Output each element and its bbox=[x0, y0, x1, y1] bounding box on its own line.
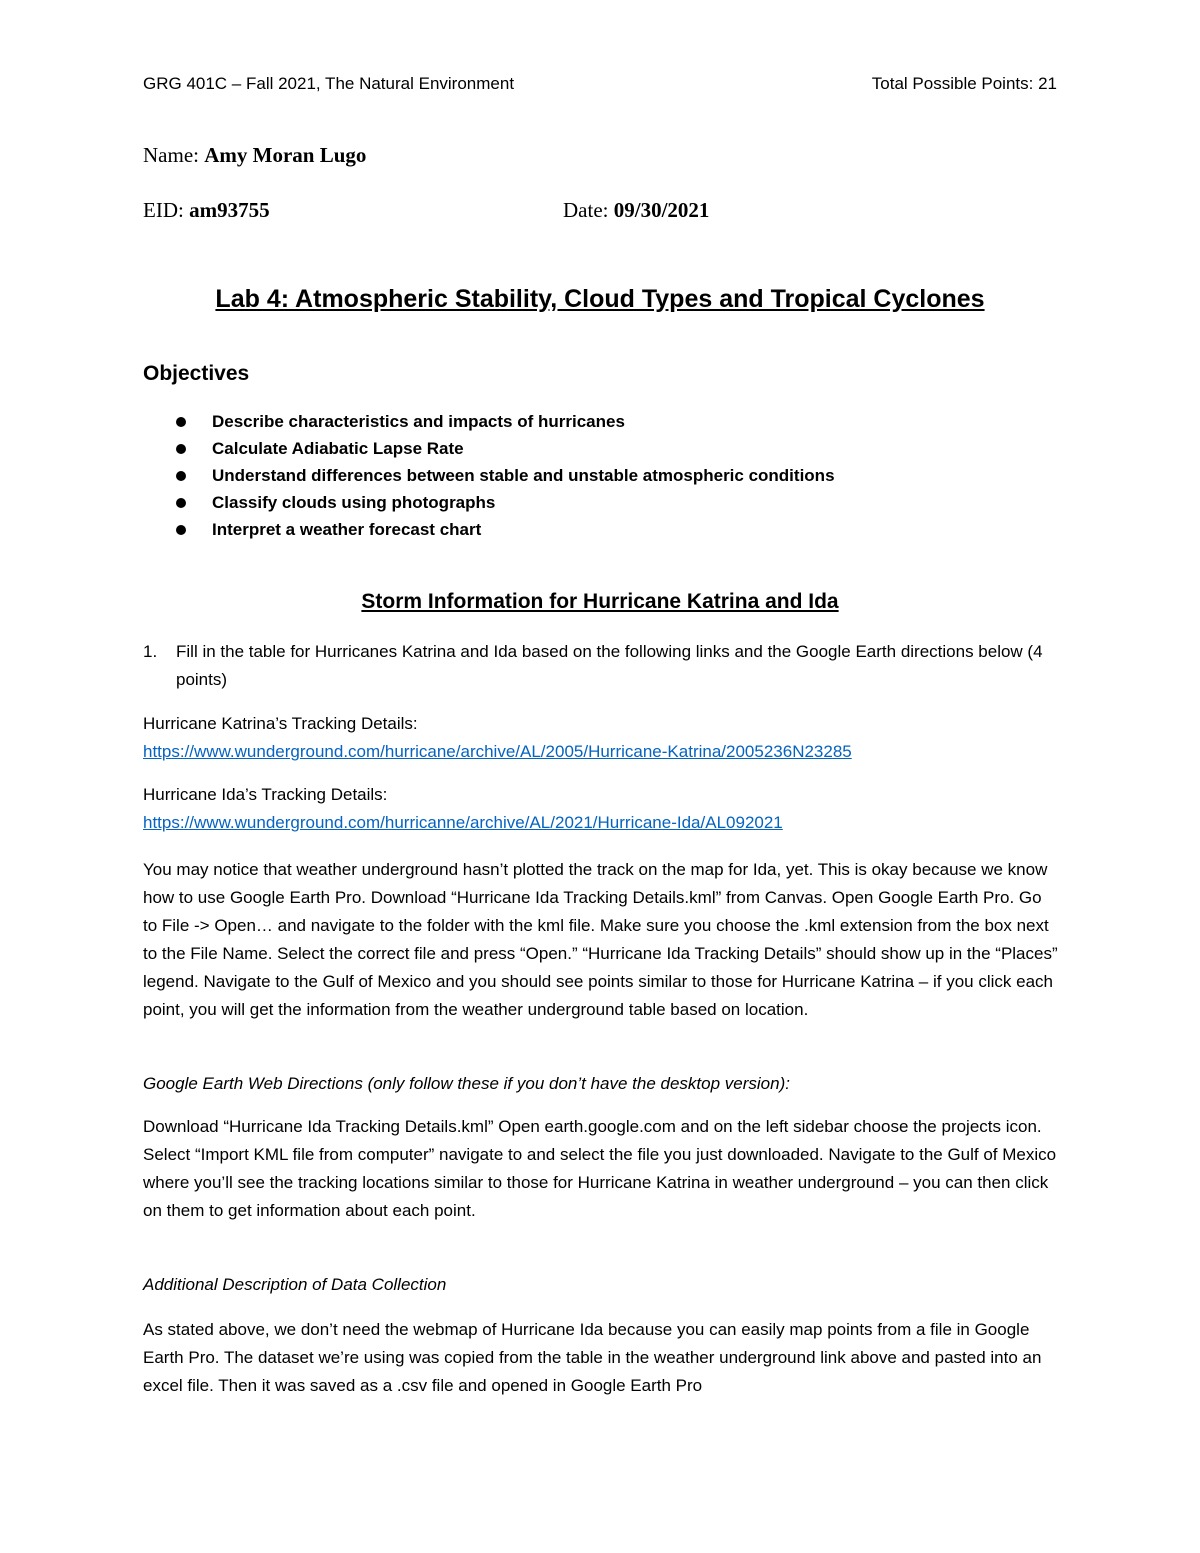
section-title: Storm Information for Hurricane Katrina and Ida bbox=[361, 590, 839, 613]
list-item: Interpret a weather forecast chart bbox=[143, 516, 835, 543]
ida-label: Hurricane Ida’s Tracking Details: bbox=[143, 785, 388, 804]
list-item: Calculate Adiabatic Lapse Rate bbox=[143, 435, 835, 462]
course-header: GRG 401C – Fall 2021, The Natural Environment bbox=[143, 74, 515, 93]
eid-label: EID: bbox=[143, 198, 190, 222]
list-item: Classify clouds using photographs bbox=[143, 489, 835, 516]
bullet-icon bbox=[176, 525, 186, 535]
page-header bbox=[143, 74, 1057, 98]
web-directions-paragraph: Download “Hurricane Ida Tracking Details.kml” Open earth.google.com and on the left sidebar choose the projects icon. Select “Import KML file from computer” navigate to and select the file you just downloaded. Navigate to the Gulf of Mexico where you’ll see the tracking locations similar to those for Hurricane Katrina in weather underground – you can then click on them to get information about each point. bbox=[143, 1117, 1057, 1220]
bullet-icon bbox=[176, 471, 186, 481]
bullet-icon bbox=[176, 444, 186, 454]
lab-title: Lab 4: Atmospheric Stability, Cloud Types and Tropical Cyclones bbox=[215, 285, 985, 313]
name-label: Name: bbox=[143, 143, 205, 167]
instructions-paragraph: You may notice that weather underground hasn’t plotted the track on the map for Ida, yet. This is okay because we know how to use Google Earth Pro. Download “Hurricane Ida Tracking Details.kml” from Canvas. Open Google Earth Pro. Go to File -> Open… and navigate to the folder with the kml file. Make sure you choose the .kml extension from the box next to the File Name. Select the correct file and press “Open.” “Hurricane Ida Tracking Details” should show up in the “Places” legend. Navigate to the Gulf of Mexico and you should see points similar to those for Hurricane Katrina – if you click each point, you will get the information from the weather underground table based on location. bbox=[143, 860, 1058, 1019]
eid-row bbox=[143, 198, 270, 223]
data-collection-heading: Additional Description of Data Collection bbox=[143, 1275, 447, 1294]
date-label: Date: bbox=[563, 198, 614, 222]
list-item: Understand differences between stable and unstable atmospheric conditions bbox=[143, 462, 835, 489]
date-value: 09/30/2021 bbox=[613, 198, 710, 222]
name-row bbox=[143, 143, 366, 168]
ida-tracking bbox=[143, 781, 1058, 837]
objectives-heading: Objectives bbox=[143, 362, 250, 385]
web-directions-heading: Google Earth Web Directions (only follow these if you don’t have the desktop version): bbox=[143, 1074, 790, 1093]
date-row bbox=[563, 198, 709, 223]
list-item: Describe characteristics and impacts of hurricanes bbox=[143, 408, 835, 435]
question-number: 1. bbox=[143, 642, 158, 661]
katrina-label: Hurricane Katrina’s Tracking Details: bbox=[143, 714, 418, 733]
objectives-list bbox=[143, 408, 835, 543]
ida-link[interactable]: https://www.wunderground.com/hurricanne/archive/AL/2021/Hurricane-Ida/AL092021 bbox=[143, 813, 783, 832]
eid-value: am93755 bbox=[189, 198, 270, 222]
data-collection-paragraph: As stated above, we don’t need the webmap of Hurricane Ida because you can easily map points from a file in Google Earth Pro. The dataset we’re using was copied from the table in the weather underground link above and pasted into an excel file. Then it was saved as a .csv file and opened in Google Earth Pro bbox=[143, 1320, 1042, 1395]
total-points-header: Total Possible Points: 21 bbox=[871, 74, 1057, 93]
question-text: Fill in the table for Hurricanes Katrina and Ida based on the following links and the Google Earth directions below (4 points) bbox=[176, 642, 1043, 689]
name-value: Amy Moran Lugo bbox=[204, 143, 367, 167]
katrina-link[interactable]: https://www.wunderground.com/hurricane/archive/AL/2005/Hurricane-Katrina/2005236N23285 bbox=[143, 742, 852, 761]
bullet-icon bbox=[176, 498, 186, 508]
bullet-icon bbox=[176, 417, 186, 427]
katrina-tracking bbox=[143, 710, 1058, 766]
question-1 bbox=[143, 638, 1058, 694]
